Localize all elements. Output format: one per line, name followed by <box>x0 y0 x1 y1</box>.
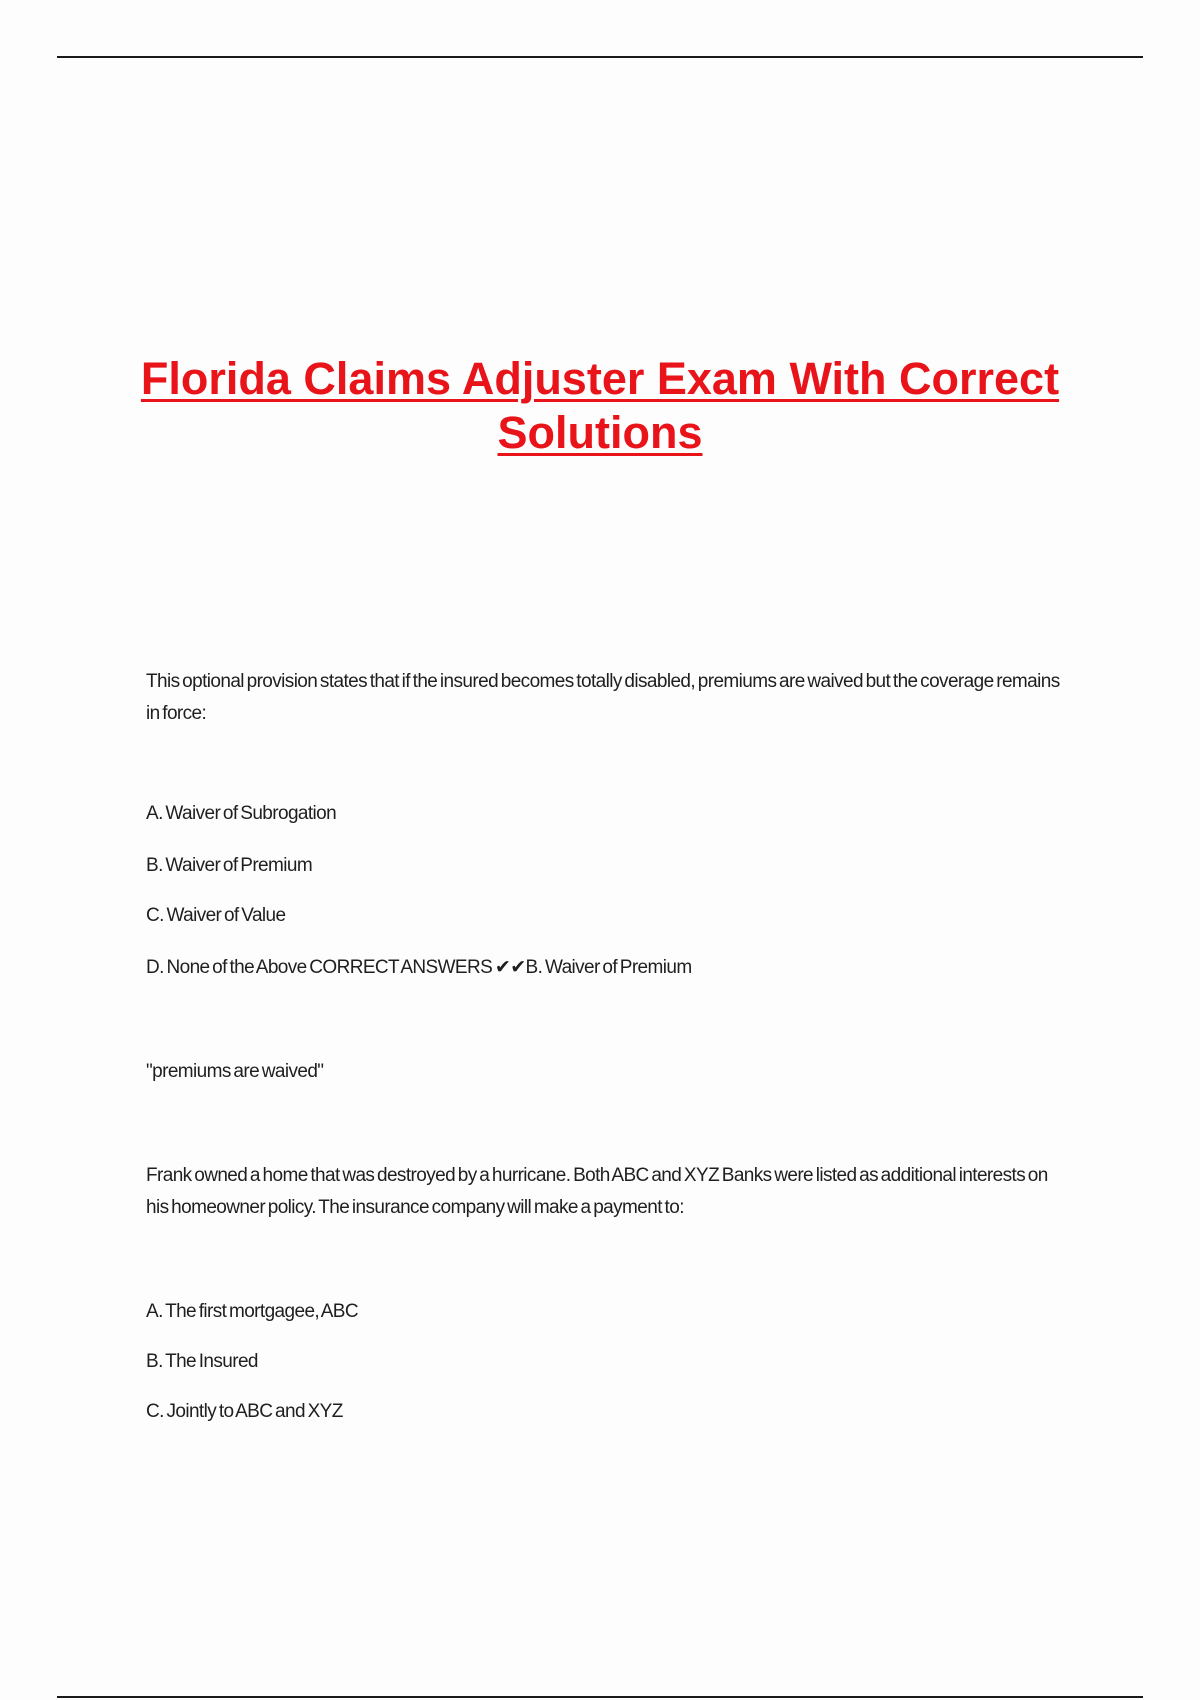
question-1-option-a: A. Waiver of Subrogation <box>146 803 337 824</box>
question-1-option-b: B. Waiver of Premium <box>146 855 313 876</box>
header-rule <box>57 56 1143 58</box>
document-title: Florida Claims Adjuster Exam With Correct Solutions <box>140 353 1060 458</box>
question-2-option-c: C. Jointly to ABC and XYZ <box>146 1401 343 1422</box>
question-2-option-a: A. The first mortgagee, ABC <box>146 1301 359 1322</box>
question-1-option-d-answer: D. None of the Above CORRECT ANSWERS ✔✔B. Waiver of Premium <box>146 957 692 978</box>
footer-rule <box>57 1696 1143 1698</box>
question-1-option-c: C. Waiver of Value <box>146 905 286 926</box>
question-1-prompt: This optional provision states that if the insured becomes totally disabled, premiums are waived but the coverage remains in force: <box>146 671 1060 724</box>
question-2-prompt: Frank owned a home that was destroyed by a hurricane. Both ABC and XYZ Banks were listed as additional interests on his homeowner policy. The insurance company will make a payment to: <box>146 1165 1048 1218</box>
question-1-explanation: "premiums are waived" <box>146 1061 324 1082</box>
question-2-option-b: B. The Insured <box>146 1351 258 1372</box>
